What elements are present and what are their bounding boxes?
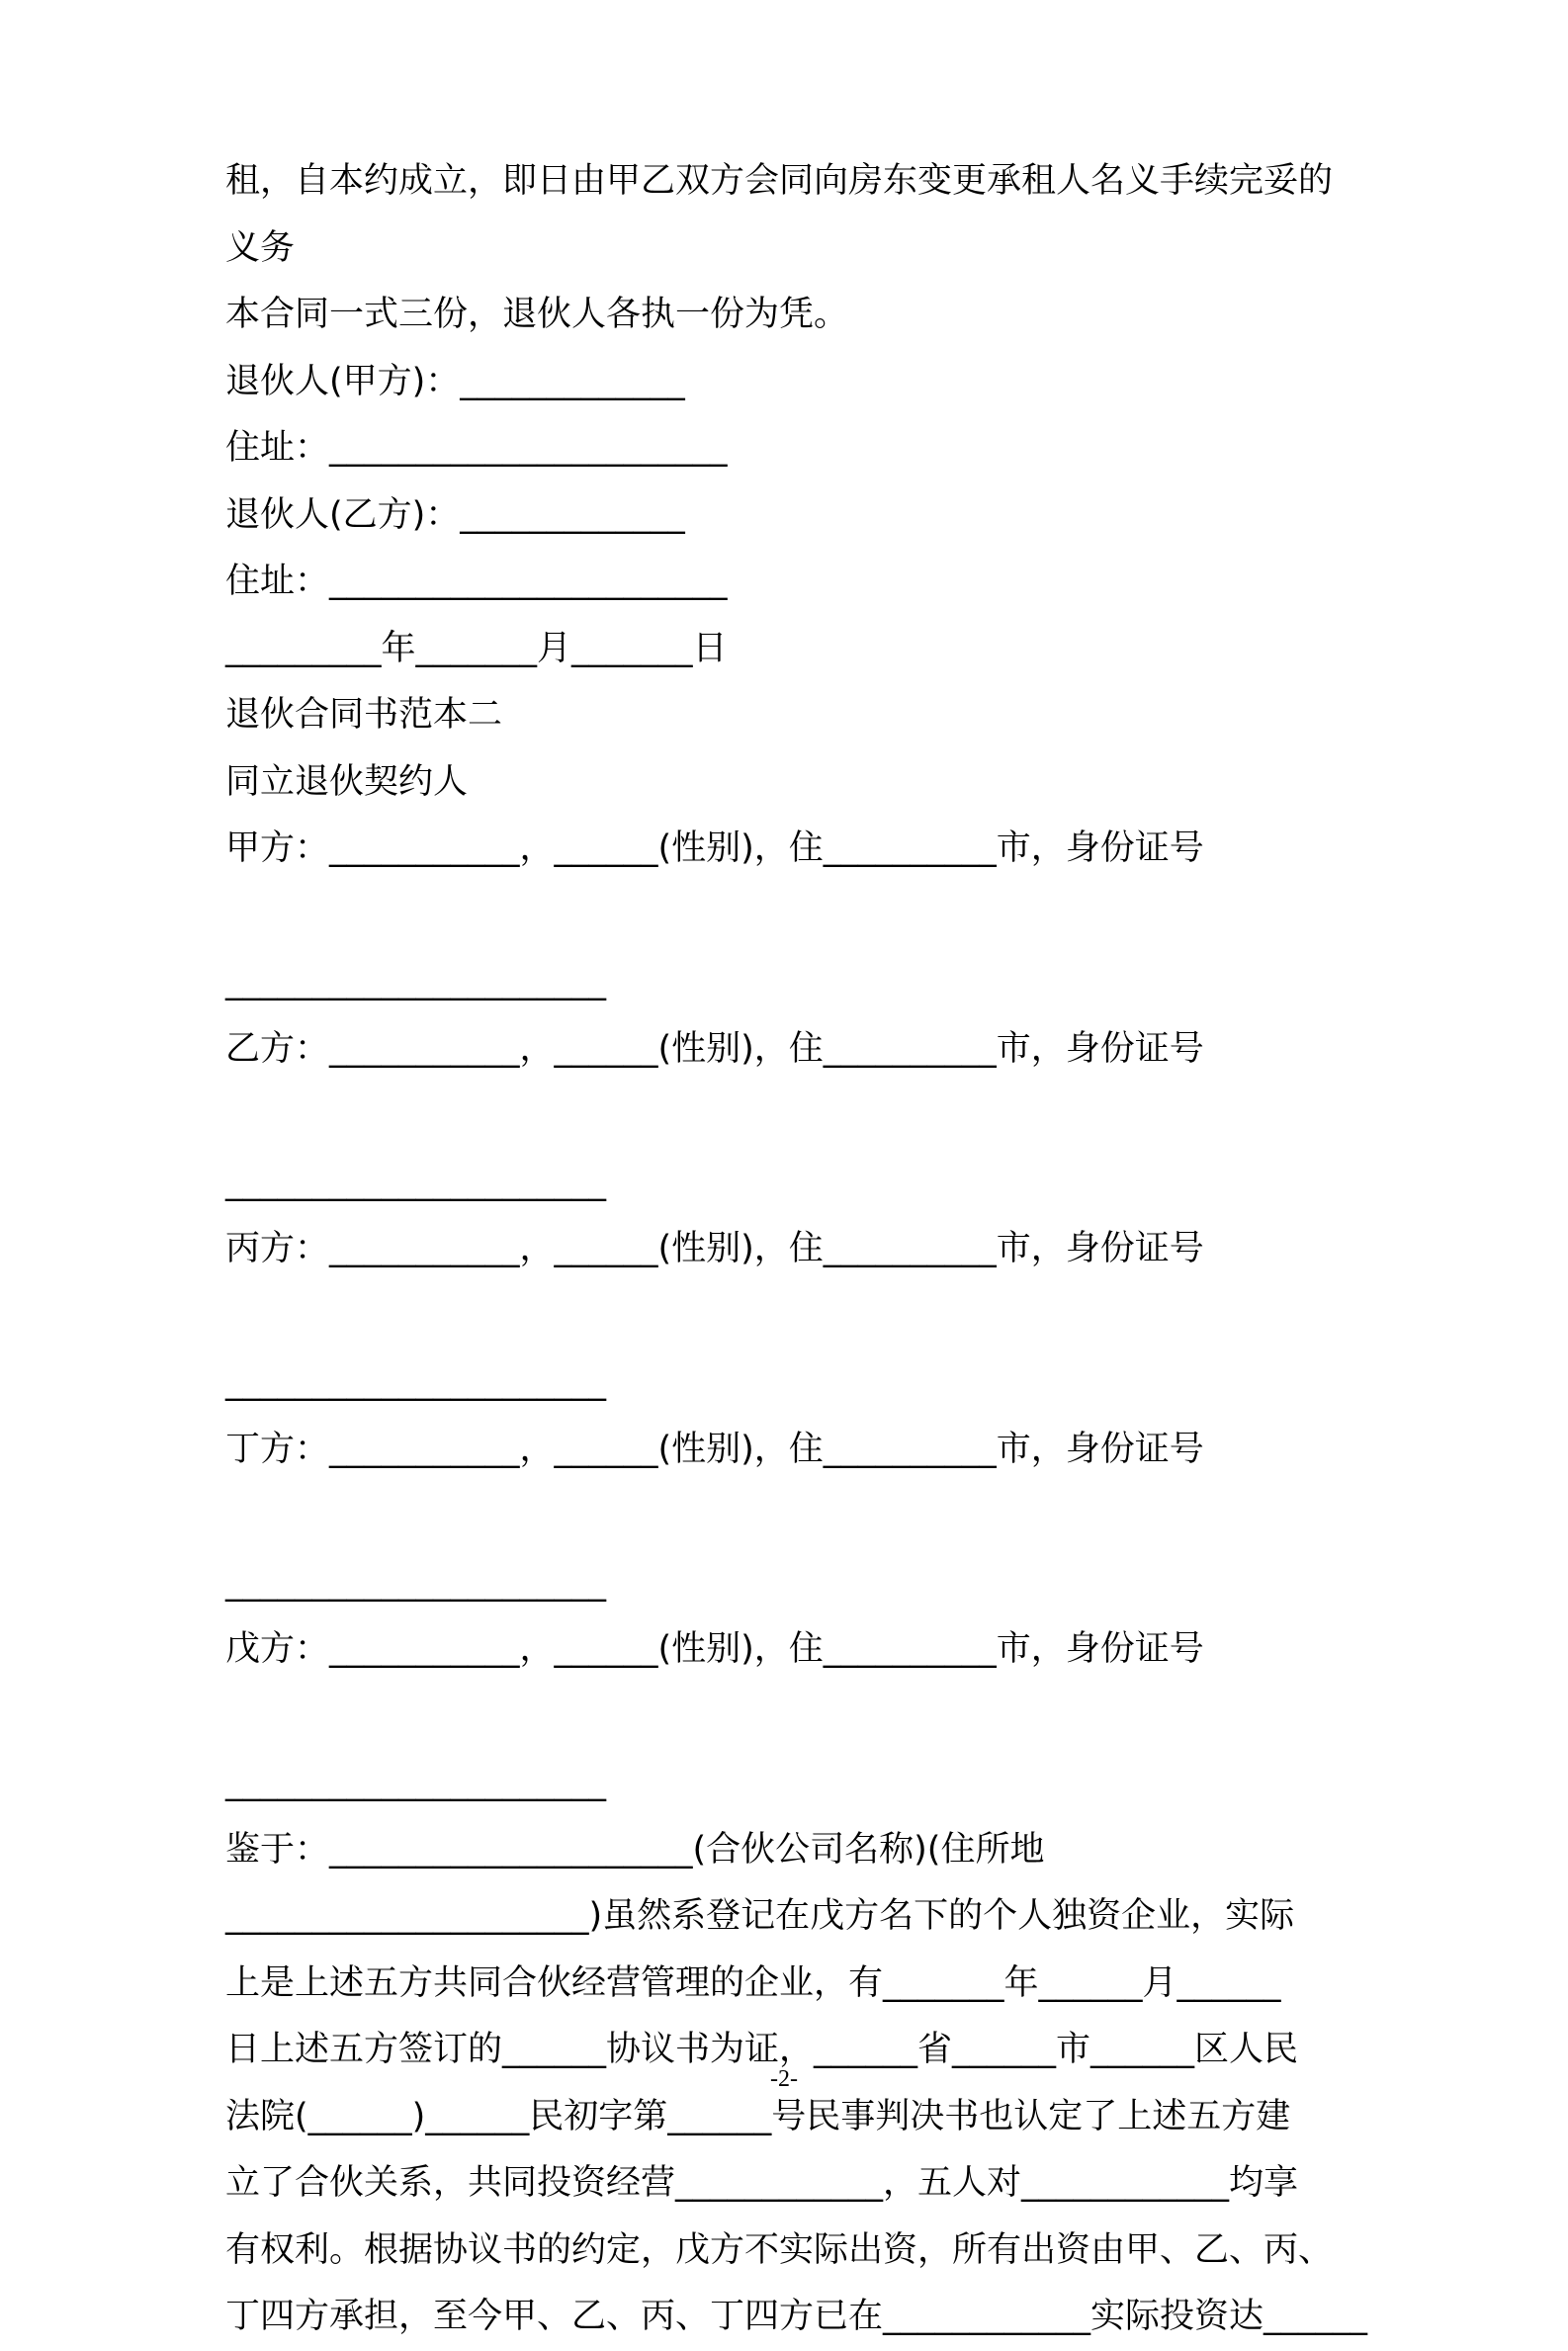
text-line: 立了合伙关系，共同投资经营____________，五人对____________均享 — [225, 2163, 1299, 2203]
section-title: 退伙合同书范本二 — [225, 695, 503, 735]
text-line: 同立退伙契约人 — [225, 761, 469, 802]
text-line: 鉴于：_____________________(合伙公司名称)(住所地 — [225, 1829, 1045, 1870]
party-line: 丙方：___________，______(性别)，住__________市，身份证号 — [225, 1229, 1204, 1268]
id-blank-line: ______________________ — [225, 1362, 606, 1402]
text-line: 租，自本约成立，即日由甲乙双方会同向房东变更承租人名义手续完妥的 — [225, 161, 1334, 201]
text-line: 丁四方承担，至今甲、乙、丙、丁四方已在____________实际投资达______ — [225, 2297, 1368, 2336]
page-number: -2- — [770, 2066, 798, 2092]
address-line-party-b: 住址：_______________________ — [225, 562, 728, 601]
id-blank-line: ______________________ — [225, 1763, 606, 1802]
text-line: 有权利。根据协议书的约定，戊方不实际出资，所有出资由甲、乙、丙、 — [225, 2229, 1334, 2270]
id-blank-line: ______________________ — [225, 962, 606, 1001]
text-line: 日上述五方签订的______协议书为证，______省______市______区人民 — [225, 2030, 1299, 2069]
text-line: 义务 — [225, 227, 296, 268]
party-line: 戊方：___________，______(性别)，住__________市，身份证号 — [225, 1629, 1204, 1669]
text-line: 上是上述五方共同合伙经营管理的企业，有_______年______月______ — [225, 1962, 1281, 2003]
party-line: 乙方：___________，______(性别)，住__________市，身份证号 — [225, 1028, 1204, 1069]
text-line: 法院(______)______民初字第______号民事判决书也认定了上述五方建 — [225, 2096, 1291, 2136]
text-line: _____________________)虽然系登记在戊方名下的个人独资企业，实际 — [225, 1896, 1295, 1936]
text-line: 本合同一式三份，退伙人各执一份为凭。 — [225, 295, 849, 334]
signature-line-party-a: 退伙人(甲方)：_____________ — [225, 361, 685, 401]
date-line: _________年_______月_______日 — [225, 628, 728, 668]
party-line: 丁方：___________，______(性别)，住__________市，身份证号 — [225, 1429, 1204, 1469]
party-line: 甲方：___________，______(性别)，住__________市，身份证号 — [225, 828, 1204, 868]
signature-line-party-b: 退伙人(乙方)：_____________ — [225, 494, 685, 535]
id-blank-line: ______________________ — [225, 1162, 606, 1202]
id-blank-line: ______________________ — [225, 1562, 606, 1603]
address-line-party-a: 住址：_______________________ — [225, 428, 728, 468]
document-body — [225, 148, 1441, 2351]
